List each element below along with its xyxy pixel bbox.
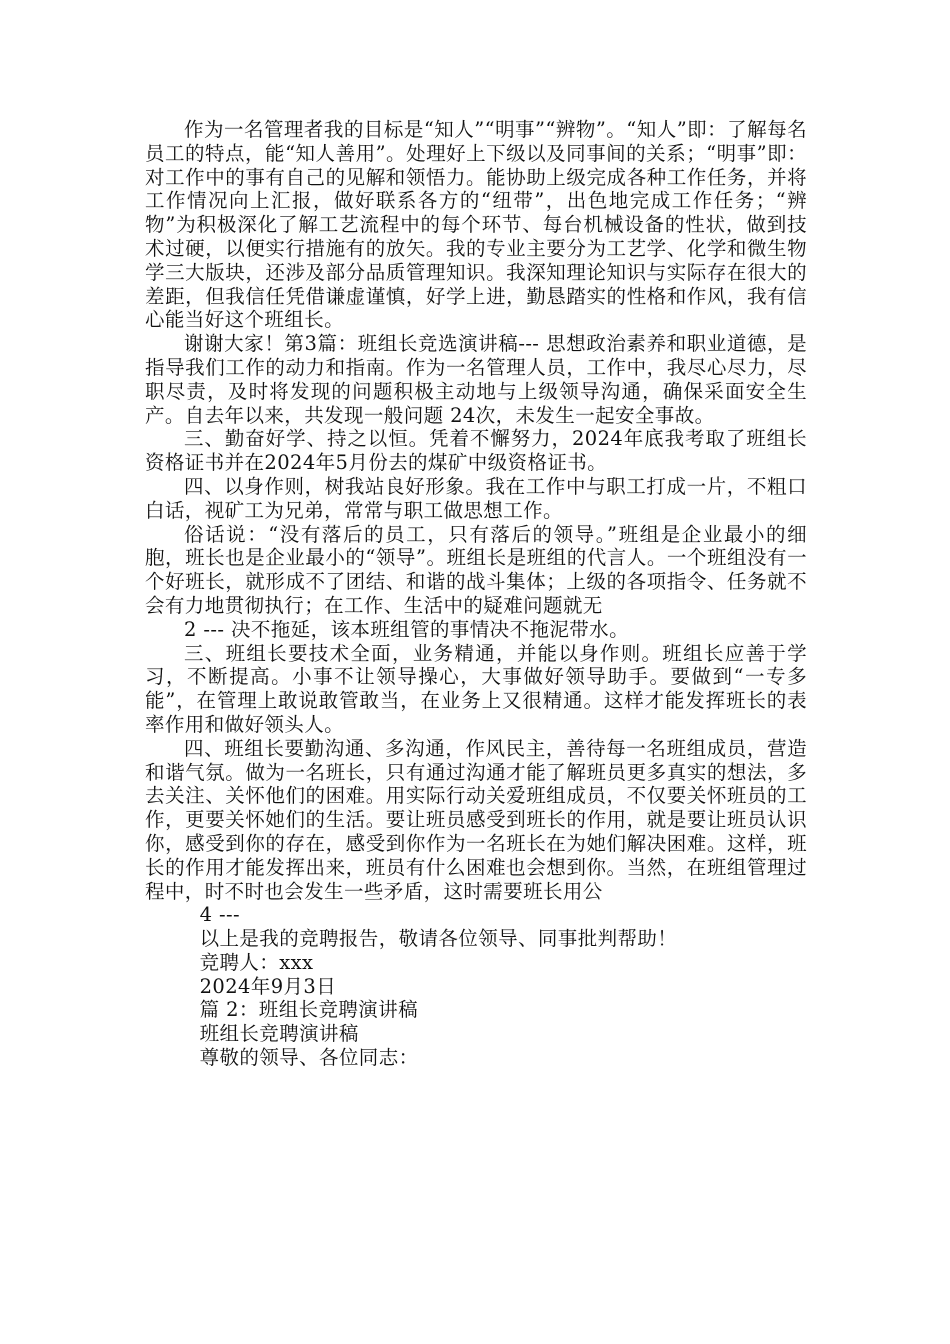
section-heading: 篇 2：班组长竞聘演讲稿 bbox=[199, 998, 418, 1022]
document-page bbox=[145, 118, 807, 1070]
salutation: 尊敬的领导、各位同志： bbox=[199, 1046, 419, 1070]
paragraph: 作为一名管理者我的目标是“知人”“明事”“辨物”。“知人”即：了解每名员工的特点，能“知人善用”。处理好上下级以及同事间的关系；“明事”即：对工作中的事有自己的见解和领悟力。能协助上级完成各种工作任务，并将工作情况向上汇报，做好联系各方的“纽带”，出色地完成工作任务；“辨物”为积极深化了解工艺流程中的每个环节、每台机械设备的性状，做到技术过硬，以便实行措施有的放矢。我的专业主要分为工艺学、化学和微生物学三大版块，还涉及部分品质管理知识。我深知理论知识与实际存在很大的差距，但我信任凭借谦虚谨慎，好学上进，勤恳踏实的性格和作风，我有信心能当好这个班组长。 bbox=[145, 118, 807, 332]
applicant-line: 竞聘人：xxx bbox=[199, 950, 314, 974]
closing-statement: 以上是我的竞聘报告，敬请各位领导、同事批判帮助！ bbox=[199, 927, 678, 951]
page-marker: 4 --- bbox=[199, 903, 240, 927]
paragraph: 三、勤奋好学、持之以恒。凭着不懈努力，2024年底我考取了班组长资格证书并在2024年5月份去的煤矿中级资格证书。 bbox=[145, 427, 807, 475]
paragraph: 2 --- 决不拖延，该本班组管的事情决不拖泥带水。 bbox=[184, 617, 629, 641]
paragraph: 谢谢大家！第3篇：班组长竞选演讲稿--- 思想政治素养和职业道德，是指导我们工作的动力和指南。作为一名管理人员，工作中，我尽心尽力，尽职尽责，及时将发现的问题积极主动地与上级领导沟通，确保采面安全生产。自去年以来，共发现一般问题 24次，未发生一起安全事故。 bbox=[145, 332, 807, 427]
paragraph: 俗话说：“没有落后的员工，只有落后的领导。”班组是企业最小的细胞，班长也是企业最小的“领导”。班组长是班组的代言人。一个班组没有一个好班长，就形成不了团结、和谐的战斗集体；上级的各项指令、任务就不会有力地贯彻执行；在工作、生活中的疑难问题就无 bbox=[145, 522, 807, 617]
paragraph: 四、以身作则，树我站良好形象。我在工作中与职工打成一片，不粗口白话，视矿工为兄弟，常常与职工做思想工作。 bbox=[145, 474, 807, 522]
date-line: 2024年9月3日 bbox=[199, 974, 337, 998]
paragraph: 三、班组长要技术全面，业务精通，并能以身作则。班组长应善于学习，不断提高。小事不让领导操心，大事做好领导助手。要做到“一专多能”，在管理上敢说敢管敢当，在业务上又很精通。这样才能发挥班长的表率作用和做好领头人。 bbox=[145, 641, 807, 736]
speech-title: 班组长竞聘演讲稿 bbox=[199, 1022, 359, 1046]
paragraph: 四、班组长要勤沟通、多沟通，作风民主，善待每一名班组成员，营造和谐气氛。做为一名班长，只有通过沟通才能了解班员更多真实的想法，多去关注、关怀他们的困难。用实际行动关爱班组成员，不仅要关怀班员的工作，更要关怀她们的生活。要让班员感受到班长的作用，就是要让班员认识你，感受到你的存在，感受到你作为一名班长在为她们解决困难。这样，班长的作用才能发挥出来，班员有什么困难也会想到你。当然，在班组管理过程中，时不时也会发生一些矛盾，这时需要班长用公 bbox=[145, 736, 807, 903]
